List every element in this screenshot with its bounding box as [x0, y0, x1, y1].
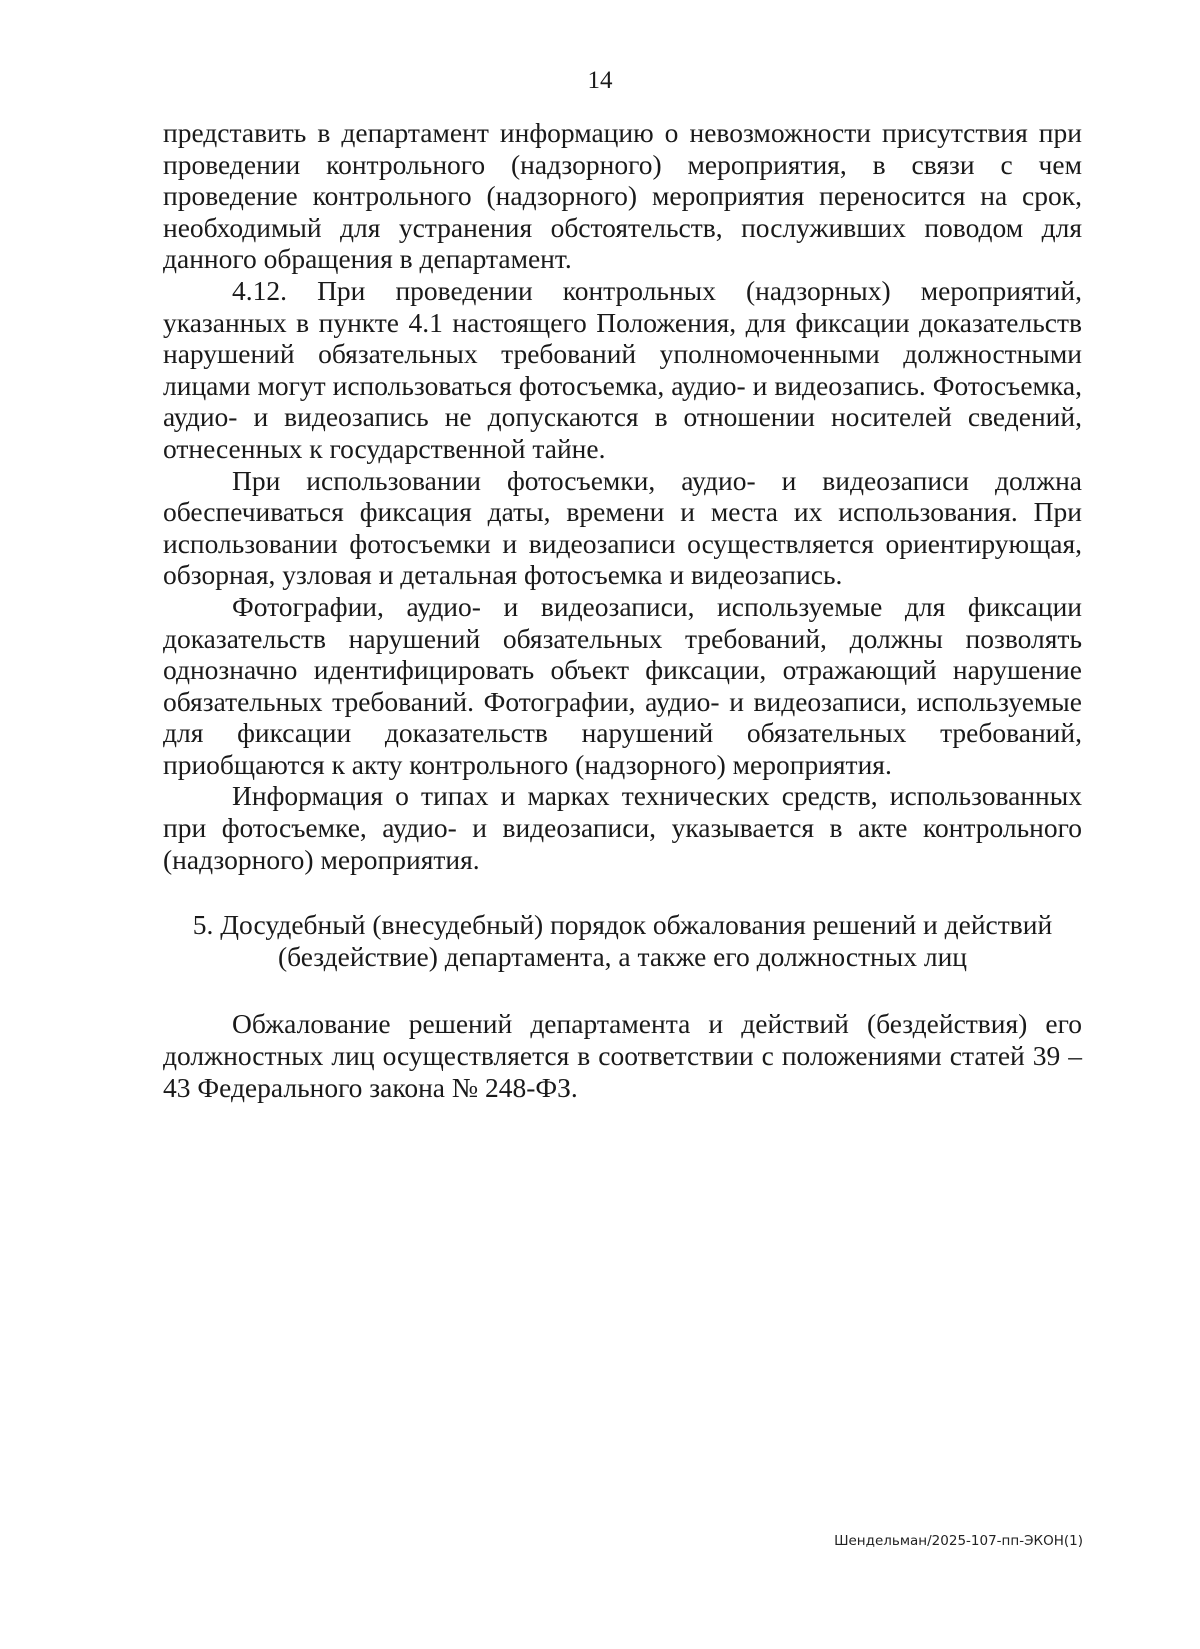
section-5-heading	[163, 909, 1082, 972]
paragraph-photo-requirements: Фотографии, аудио- и видеозаписи, используемые для фиксации доказательств нарушений обязательных требований, должны позволять однозначно идентифицировать объект фиксации, отражающий нарушение обязательных требований. Фотографии, аудио- и видеозаписи, используемые для фиксации доказательств нарушений обязательных требований, приобщаются к акту контрольного (надзорного) мероприятия.	[163, 590, 1082, 780]
section-5-heading-line-1: 5. Досудебный (внесудебный) порядок обжалования решений и действий	[192, 909, 1053, 941]
paragraph-4-12: 4.12. При проведении контрольных (надзорных) мероприятий, указанных в пункте 4.1 настоящего Положения, для фиксации доказательств нарушений обязательных требований уполномоченными должностными лицами могут использоваться фотосъемка, аудио- и видеозапись. Фотосъемка, аудио- и видеозапись не допускаются в отношении носителей сведений, отнесенных к государственной тайне.	[163, 274, 1082, 464]
page-number: 14	[587, 67, 613, 94]
document-body	[163, 117, 1082, 1103]
document-code-footer: Шендельман/2025-107-пп-ЭКОН(1)	[834, 1533, 1083, 1549]
section-5-heading-line-2: (бездействие) департамента, а также его должностных лиц	[277, 940, 968, 972]
paragraph-fixation-requirements: При использовании фотосъемки, аудио- и видеозаписи должна обеспечиваться фиксация даты, времени и места их использования. При использовании фотосъемки и видеозаписи осуществляется ориентирующая, обзорная, узловая и детальная фотосъемка и видеозапись.	[163, 464, 1082, 591]
paragraph-technical-means: Информация о типах и марках технических средств, использованных при фотосъемке, аудио- и видеозаписи, указывается в акте контрольного (надзорного) мероприятия.	[163, 780, 1082, 875]
paragraph-continuation: представить в департамент информацию о невозможности присутствия при проведении контрольного (надзорного) мероприятия, в связи с чем проведение контрольного (надзорного) мероприятия переносится на срок, необходимый для устранения обстоятельств, послуживших поводом для данного обращения в департамент.	[163, 117, 1082, 275]
paragraph-appeal: Обжалование решений департамента и действий (бездействия) его должностных лиц осуществляется в соответствии с положениями статей 39 – 43 Федерального закона № 248-ФЗ.	[163, 1008, 1082, 1103]
